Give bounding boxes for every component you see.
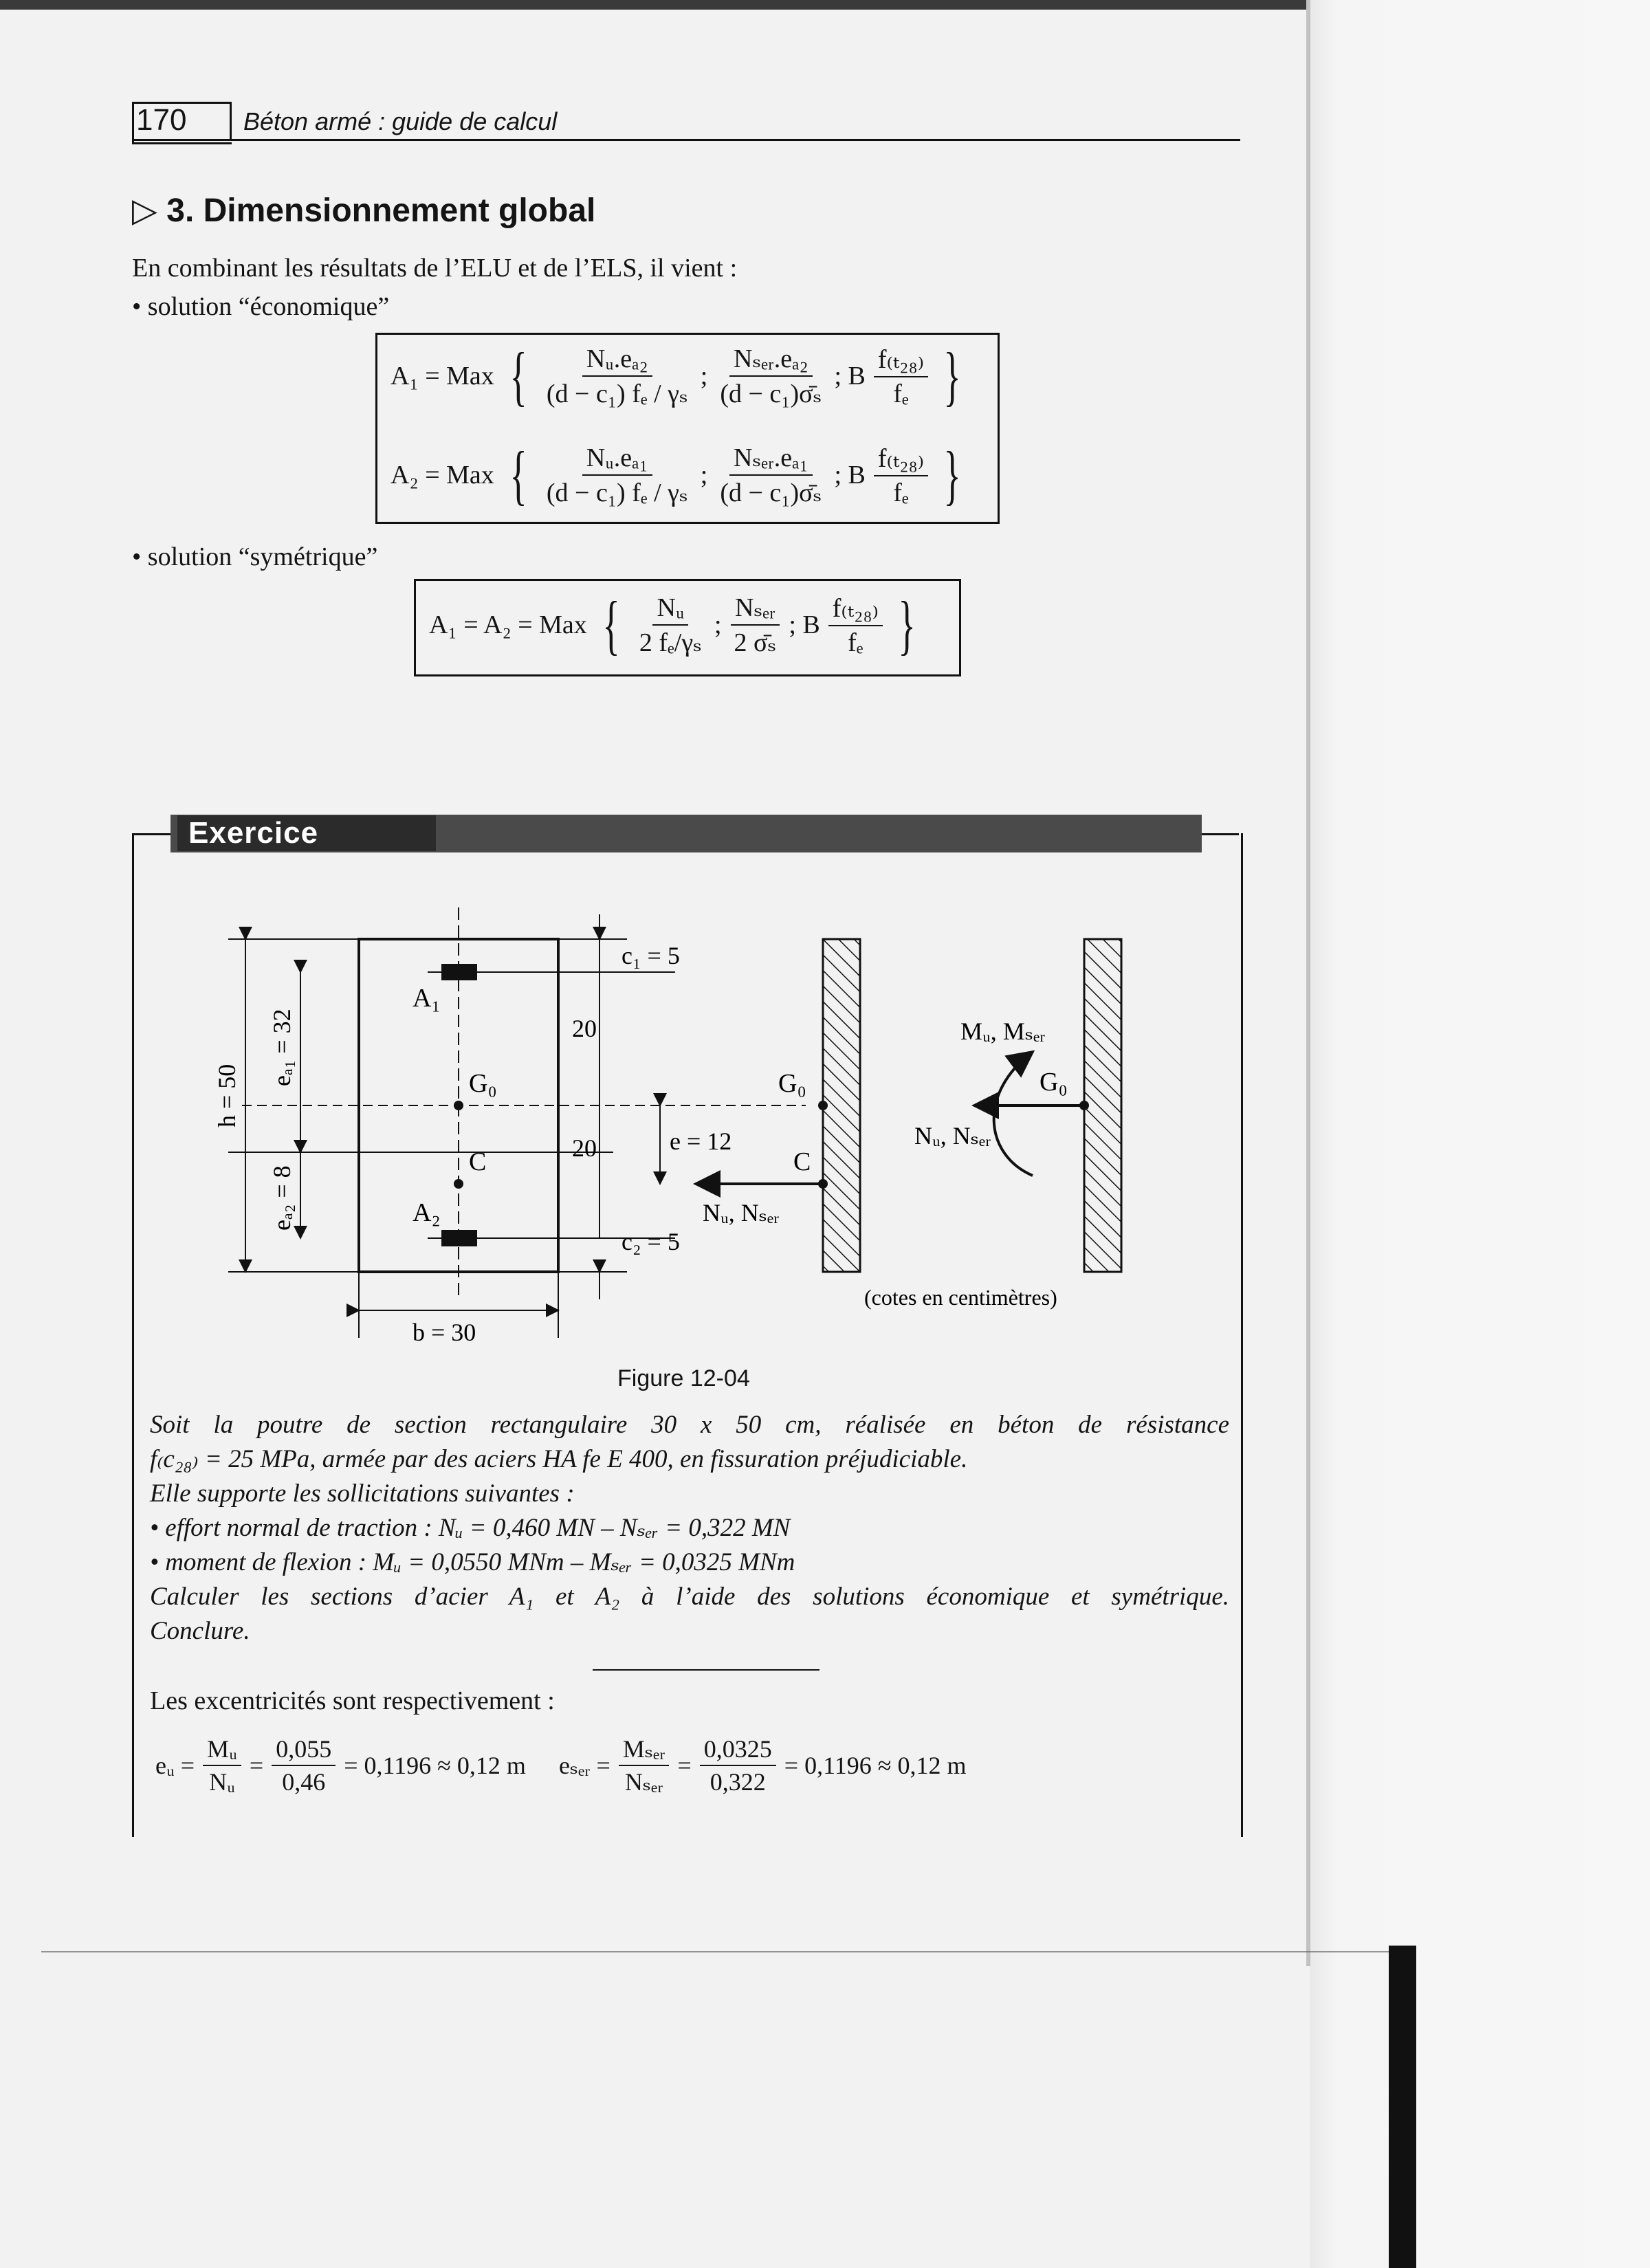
- bullet-economic: • solution “économique”: [132, 292, 390, 321]
- intro-line: En combinant les résultats de l’ELU et de l’ELS, il vient :: [132, 254, 738, 283]
- formula-a2: A₂ = Max { $\frac{\text{Nᵤ.eₐ₁}}{\text{(d − c₁) fₑ / γₛ}}$ ; $\frac{\text{Nₛₑᵣ.eₐ₁}}{\text{(d − c₁)σ̄ₛ}}$ ; B $\frac{\text{f₍ₜ₂₈₎}}{\text{fₑ}}$ }: [390, 438, 961, 511]
- dim-c2: c₂ = 5: [622, 1228, 680, 1255]
- scan-bottom-line: [41, 1951, 1389, 1952]
- bullet-symmetric: • solution “symétrique”: [132, 542, 378, 571]
- label-g0-middle: G₀: [778, 1069, 806, 1098]
- right-brace: }: [943, 438, 961, 511]
- label-g0: G₀: [469, 1069, 497, 1098]
- formula-a12: A₁ = A₂ = Max { $\frac{\text{Nᵤ}}{\text{2 fₑ/γₛ}}$ ; $\frac{\text{Nₛₑᵣ}}{\text{2 σ̄ₛ}}$ ; B $\frac{\text{f₍ₜ₂₈₎}}{\text{fₑ}}$ }: [429, 588, 916, 661]
- steel-bar-a2: [441, 1230, 477, 1246]
- fraction: $\frac{\text{Mₛₑᵣ}}{\text{Nₛₑᵣ}}$: [619, 1735, 670, 1796]
- fraction: $\frac{0,055}{0,46}$: [272, 1735, 336, 1796]
- statement-line: Soit la poutre de section rectangulaire 30 x 50 cm, réalisée en béton de résistance: [150, 1411, 1229, 1439]
- fraction: $\frac{\text{Mᵤ}}{\text{Nᵤ}}$: [203, 1735, 241, 1796]
- formula-a1: A₁ = Max { $\frac{\text{Nᵤ.eₐ₂}}{\text{(d − c₁) fₑ / γₛ}}$ ; $\frac{\text{Nₛₑᵣ.eₐ₂}}{\text{(d − c₁)σ̄ₛ}}$ ; B $\frac{\text{f₍ₜ₂₈₎}}{\text{fₑ}}$ }: [390, 339, 961, 412]
- fraction: $\frac{0,0325}{0,322}$: [700, 1735, 776, 1796]
- fraction: $\frac{\text{f₍ₜ₂₈₎}}{\text{fₑ}}$: [874, 443, 928, 508]
- page-number: 170: [136, 103, 187, 137]
- eccentricity-formulas: eᵤ = $\frac{\text{Mᵤ}}{\text{Nᵤ}}$ = $\frac{0,055}{0,46}$ = 0,1196 ≈ 0,12 m eₛₑᵣ = $\frac{\text{Mₛₑᵣ}}{\text{Nₛₑᵣ}}$ = $\frac{0,0325}{0,322}$ = 0,1196 ≈ 0,12 m: [155, 1735, 967, 1796]
- dim-20-bottom: 20: [572, 1134, 597, 1162]
- scan-page-edge: [1306, 0, 1310, 1966]
- separator-line: [593, 1669, 820, 1671]
- dim-ea2: eₐ₂ = 8: [268, 1165, 296, 1231]
- left-brace: {: [509, 438, 527, 511]
- formula-a2-lhs: A₂ = Max: [390, 461, 494, 489]
- exercise-frame-top: [1202, 833, 1239, 835]
- scan-top-shadow: [0, 0, 1306, 10]
- fraction: $\frac{\text{f₍ₜ₂₈₎}}{\text{fₑ}}$: [828, 593, 883, 658]
- units-note: (cotes en centimètres): [864, 1285, 1057, 1310]
- dim-e: e = 12: [670, 1127, 732, 1155]
- steel-bar-a1: [441, 964, 477, 980]
- fraction: $\frac{\text{f₍ₜ₂₈₎}}{\text{fₑ}}$: [874, 344, 928, 409]
- label-a1: A₁: [412, 984, 441, 1013]
- fraction: $\frac{\text{Nᵤ.eₐ₂}}{\text{(d − c₁) fₑ / γₛ}}$: [546, 344, 688, 408]
- label-m: Mᵤ, Mₛₑᵣ: [960, 1017, 1046, 1045]
- fraction: $\frac{\text{Nₛₑᵣ.eₐ₂}}{\text{(d − c₁)σ̄ₛ}}$: [720, 344, 822, 408]
- bending-moment-arrow: [994, 1052, 1033, 1176]
- left-brace: {: [509, 339, 527, 412]
- right-brace: }: [943, 339, 961, 412]
- statement-line: Calculer les sections d’acier A₁ et A₂ à l’aide des solutions économique et symétrique.: [150, 1583, 1229, 1611]
- label-c-middle: C: [793, 1147, 811, 1176]
- statement-line: Elle supporte les sollicitations suivantes :: [150, 1479, 575, 1508]
- beam-section-figure: [132, 887, 1239, 1368]
- exercise-statement: [150, 1408, 1229, 1649]
- fraction: $\frac{\text{Nₛₑᵣ}}{\text{2 σ̄ₛ}}$: [730, 592, 781, 658]
- fraction: $\frac{\text{Nᵤ.eₐ₁}}{\text{(d − c₁) fₑ / γₛ}}$: [546, 443, 688, 507]
- label-g0-right: G₀: [1040, 1068, 1068, 1097]
- label-n: Nᵤ, Nₛₑᵣ: [703, 1199, 780, 1226]
- scan-bottom-shadow: [1389, 1946, 1416, 2268]
- formula-a1-lhs: A₁ = Max: [390, 362, 494, 390]
- fraction: $\frac{\text{Nₛₑᵣ.eₐ₁}}{\text{(d − c₁)σ̄ₛ}}$: [720, 443, 822, 507]
- dim-b: b = 30: [412, 1319, 476, 1346]
- label-c: C: [469, 1147, 487, 1176]
- header-rule: [132, 139, 1240, 141]
- dim-c1: c₁ = 5: [622, 942, 680, 969]
- figure-caption: Figure 12-04: [617, 1365, 750, 1391]
- statement-line: • moment de flexion : Mᵤ = 0,0550 MNm – Mₛₑᵣ = 0,0325 MNm: [150, 1548, 795, 1576]
- scan-margin-strip: [1310, 0, 1650, 2268]
- exercise-label: Exercice: [177, 815, 436, 851]
- dim-ea1: eₐ₁ = 32: [268, 1009, 296, 1086]
- dim-h: h = 50: [213, 1064, 241, 1127]
- statement-line: f₍c₂₈₎ = 25 MPa, armée par des aciers HA fe E 400, en fissuration préjudiciable.: [150, 1445, 968, 1473]
- fraction: $\frac{\text{Nᵤ}}{\text{2 fₑ/γₛ}}$: [639, 593, 702, 657]
- left-brace: {: [602, 588, 620, 661]
- section-title: ▷ 3. Dimensionnement global: [132, 192, 596, 229]
- statement-line: • effort normal de traction : Nᵤ = 0,460 MN – Nₛₑᵣ = 0,322 MN: [150, 1514, 791, 1542]
- running-title: Béton armé : guide de calcul: [243, 107, 558, 135]
- support-wall-middle: [823, 939, 860, 1272]
- right-brace: }: [898, 588, 916, 661]
- exercise-frame-top: [132, 833, 170, 835]
- eccentricity-intro: Les excentricités sont respectivement :: [150, 1686, 555, 1715]
- dim-20-top: 20: [572, 1015, 597, 1042]
- header-separator: [230, 102, 232, 140]
- label-a2: A₂: [412, 1198, 441, 1227]
- support-wall-right: [1084, 939, 1121, 1272]
- statement-line: Conclure.: [150, 1617, 250, 1645]
- label-n-right: Nᵤ, Nₛₑᵣ: [914, 1122, 991, 1149]
